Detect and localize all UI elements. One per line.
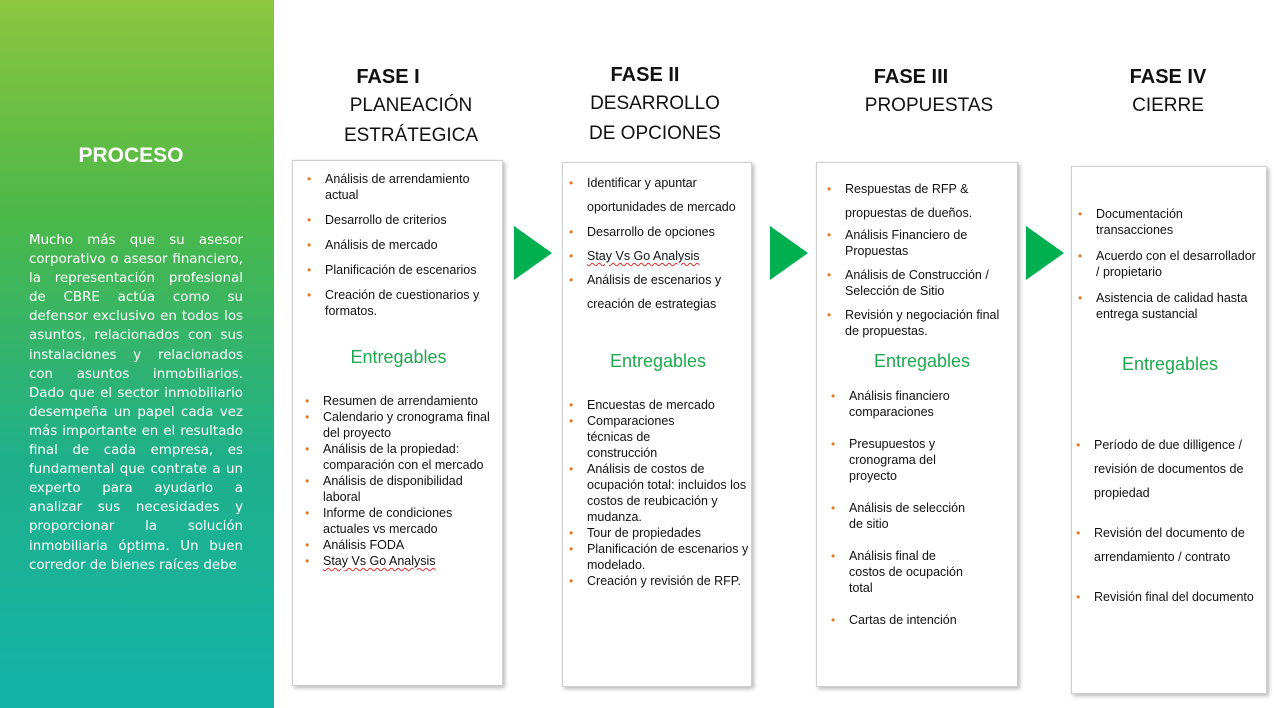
arrow-right-icon (514, 226, 552, 280)
phase-1-subtitle-line-2: ESTRÁTEGICA (343, 125, 479, 146)
phase-4-deliverables (1074, 433, 1262, 609)
list-item: • Cartas de intención (829, 612, 969, 628)
phase-3-activities (825, 177, 1015, 339)
phase-3-title: FASE III (873, 66, 949, 88)
phase-4-title: FASE IV (1129, 66, 1207, 88)
phase-2-card (562, 162, 752, 687)
phase-4-activities (1076, 206, 1262, 322)
phase-4-header (1088, 66, 1248, 121)
list-item: • Revisión y negociación final de propuestas. (825, 307, 1015, 339)
list-item: • Desarrollo de opciones (567, 220, 749, 244)
phase-3-deliverables-title: Entregables (873, 351, 971, 371)
phase-1-subtitle-line-1: PLANEACIÓN (349, 95, 473, 116)
phase-3-card (816, 162, 1018, 687)
list-item: • Asistencia de calidad hasta entrega sustancial (1076, 290, 1262, 322)
phase-2-deliverables-title: Entregables (609, 351, 707, 371)
list-item: • Planificación de escenarios y modelado. (567, 541, 749, 573)
list-item: • Análisis de escenarios y creación de estrategias (567, 268, 749, 317)
list-item: • Acuerdo con el desarrollador / propietario (1076, 248, 1262, 280)
stay-vs-go-text: Stay Vs Go Analysis (323, 554, 436, 568)
stay-vs-go-text: Stay Vs Go Analysis (587, 248, 700, 263)
list-item: • Análisis de arrendamiento actual (305, 171, 497, 203)
list-item: • Análisis final de costos de ocupación total (829, 548, 969, 596)
phase-3-subtitle-line-1: PROPUESTAS (864, 95, 994, 116)
phase-2-subtitle-line-2: DE OPCIONES (589, 123, 721, 144)
list-item: • Revisión del documento de arrendamiento / contrato (1074, 521, 1262, 569)
sidebar-title: PROCESO (78, 144, 184, 167)
list-item: • Análisis de disponibilidad laboral (303, 473, 499, 505)
list-item: • Tour de propiedades (567, 525, 749, 541)
list-item: • Creación de cuestionarios y formatos. (305, 287, 497, 319)
phase-1-deliverables-title: Entregables (350, 347, 447, 367)
phase-4-deliverables-title: Entregables (1121, 354, 1219, 374)
list-item: • Documentación transacciones (1076, 206, 1262, 238)
list-item: • Análisis financiero comparaciones (829, 388, 969, 420)
phase-4-subtitle-line-1: CIERRE (1132, 95, 1204, 116)
phase-2-activities (567, 171, 749, 317)
list-item: • Comparaciones técnicas de construcción (567, 413, 749, 461)
phase-3-header (846, 66, 1012, 121)
list-item: • Análisis de costos de ocupación total: incluidos los costos de reubicación y mudanza. (567, 461, 749, 525)
list-item: • Análisis Financiero de Propuestas (825, 227, 1015, 259)
phase-2-title: FASE II (610, 64, 680, 86)
phase-2-subtitle-line-1: DESARROLLO (590, 93, 720, 114)
sidebar-panel (0, 0, 274, 708)
list-item (567, 244, 749, 268)
list-item: • Presupuestos y cronograma del proyecto (829, 436, 969, 484)
phase-3-deliverables (829, 388, 969, 628)
phase-1-activities (305, 171, 497, 319)
list-item: • Respuestas de RFP & propuestas de dueños. (825, 177, 1015, 225)
phase-1-deliverables (303, 393, 499, 569)
list-item: • Encuestas de mercado (567, 397, 749, 413)
list-item: • Revisión final del documento (1074, 585, 1262, 609)
list-item (303, 553, 499, 569)
phase-4-card (1071, 166, 1267, 694)
list-item: • Análisis de Construcción / Selección de Sitio (825, 267, 1015, 299)
list-item: • Análisis FODA (303, 537, 499, 553)
list-item: • Desarrollo de criterios (305, 212, 497, 228)
arrow-right-icon (1026, 226, 1064, 280)
list-item (1074, 433, 1262, 505)
list-item: • Identificar y apuntar oportunidades de mercado (567, 171, 749, 220)
due-diligence-text: Período de due dilligence / revisión de documentos de propiedad (1094, 438, 1244, 500)
list-item: • Análisis de selección de sitio (829, 500, 969, 532)
arrow-right-icon (770, 226, 808, 280)
sidebar-description: Mucho más que su asesor corporativo o asesor financiero, la representación profesional de CBRE actúa como su defensor exclusivo en todos los asuntos, relacionados con sus instalaciones y relacionados con asuntos inmobiliarios. Dado que el sector inmobiliario desempeña un papel cada vez más importante en el resultado final de cada empresa, es fundamental que contrate a un experto para ayudarlo a analizar sus necesidades y proporcionar la solución inmobiliaria óptima. Un buen corredor de bienes raíces debe (29, 233, 243, 573)
list-item: • Informe de condiciones actuales vs mercado (303, 505, 499, 537)
list-item: • Calendario y cronograma final del proyecto (303, 409, 499, 441)
phase-2-header (574, 64, 736, 149)
phase-1-header (330, 66, 492, 151)
list-item: • Creación y revisión de RFP. (567, 573, 749, 589)
phase-2-deliverables (567, 397, 749, 589)
phase-1-title: FASE I (356, 66, 420, 88)
list-item: • Análisis de mercado (305, 237, 497, 253)
list-item: • Planificación de escenarios (305, 262, 497, 278)
list-item: • Resumen de arrendamiento (303, 393, 499, 409)
phase-1-card (292, 160, 503, 686)
list-item: • Análisis de la propiedad: comparación con el mercado (303, 441, 499, 473)
